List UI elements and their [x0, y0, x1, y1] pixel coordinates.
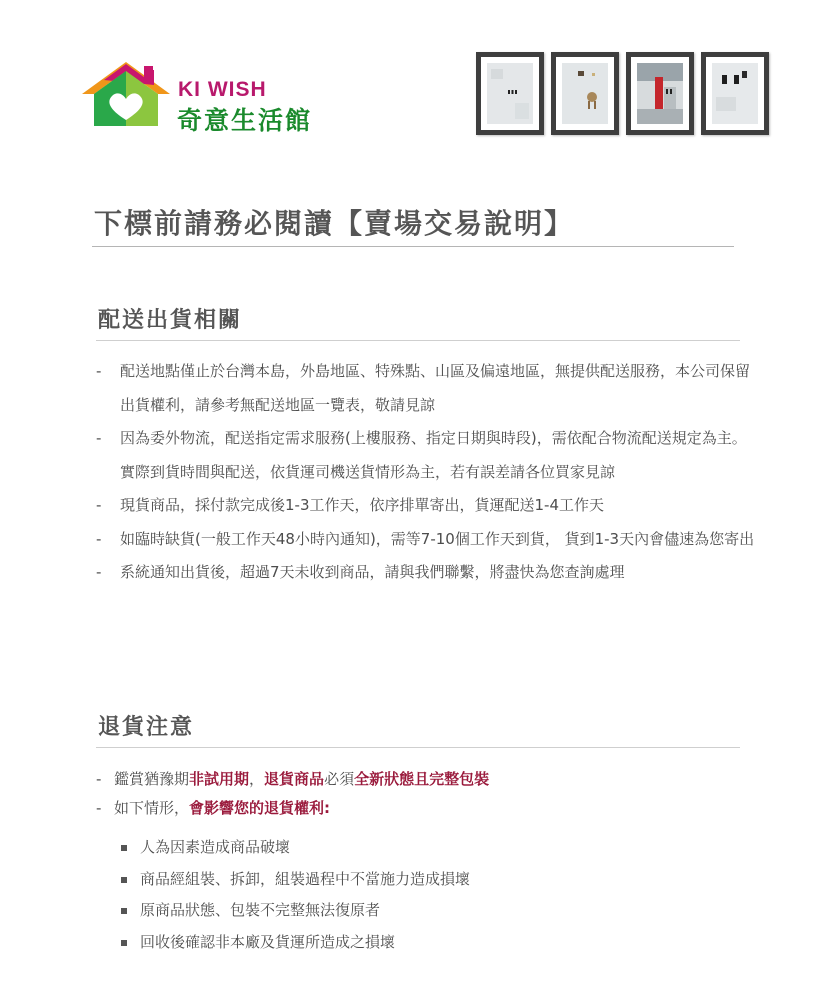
white-wall-window-icon [487, 63, 533, 124]
return-condition: 商品經組裝、拆卸，組裝過程中不當施力造成損壞 [120, 864, 470, 896]
returns-divider [96, 747, 740, 748]
logo-english-name: KI WISH [178, 78, 267, 101]
red-door-icon [637, 63, 683, 124]
shipping-item: - 配送地點僅止於台灣本島，外島地區、特殊點、山區及偏遠地區，無提供配送服務，本公司保留出貨權利，請參考無配送地區一覽表，敬請見諒 [96, 355, 756, 422]
picture-frame [551, 52, 619, 135]
returns-text: ， [249, 770, 265, 788]
returns-text: 鑑賞猶豫期 [114, 770, 190, 788]
title-divider [92, 246, 734, 247]
returns-highlight: 會影響您的退貨權利: [189, 799, 331, 817]
wall-windows-icon [712, 63, 758, 124]
returns-highlight: 非試用期 [189, 770, 250, 788]
returns-section-title: 退貨注意 [98, 715, 195, 740]
shipping-section-title: 配送出貨相關 [98, 308, 243, 333]
returns-highlight: 全新狀態且完整包裝 [354, 770, 490, 788]
shipping-divider [96, 340, 740, 341]
shipping-item: - 系統通知出貨後，超過7天未收到商品，請與我們聯繫，將盡快為您查詢處理 [96, 556, 756, 590]
shipping-item: - 現貨商品，採付款完成後1-3工作天，依序排單寄出，貨運配送1-4工作天 [96, 489, 756, 523]
picture-frame [701, 52, 769, 135]
returns-text: 必須 [324, 770, 355, 788]
returns-note-trial [96, 765, 756, 794]
shipping-item: - 如臨時缺貨(一般工作天48小時內通知)，需等7-10個工作天到貨， 貨到1-3天內會儘速為您寄出 [96, 523, 756, 557]
house-heart-icon [82, 58, 182, 130]
shipping-list [96, 355, 756, 590]
logo-chinese-name: 奇意生活館 [177, 106, 313, 135]
return-condition: 人為因素造成商品破壞 [120, 832, 470, 864]
shipping-item: - 因為委外物流，配送指定需求服務(上樓服務、指定日期與時段)，需依配合物流配送規定為主。實際到貨時間與配送，依貨運司機送貨情形為主，若有誤差請各位買家見諒 [96, 422, 756, 489]
returns-text: 如下情形， [114, 799, 190, 817]
returns-highlight: 退貨商品 [264, 770, 325, 788]
brand-logo[interactable] [82, 58, 342, 135]
returns-notes [96, 765, 756, 823]
returns-note-conditions [96, 794, 756, 823]
return-condition: 回收後確認非本廠及貨運所造成之損壞 [120, 927, 470, 959]
return-conditions-list [120, 832, 470, 958]
picture-frame [626, 52, 694, 135]
picture-frame [476, 52, 544, 135]
return-condition: 原商品狀態、包裝不完整無法復原者 [120, 895, 470, 927]
page-title: 下標前請務必閱讀【賣場交易說明】 [94, 207, 575, 240]
wall-lamp-icon [562, 63, 608, 124]
